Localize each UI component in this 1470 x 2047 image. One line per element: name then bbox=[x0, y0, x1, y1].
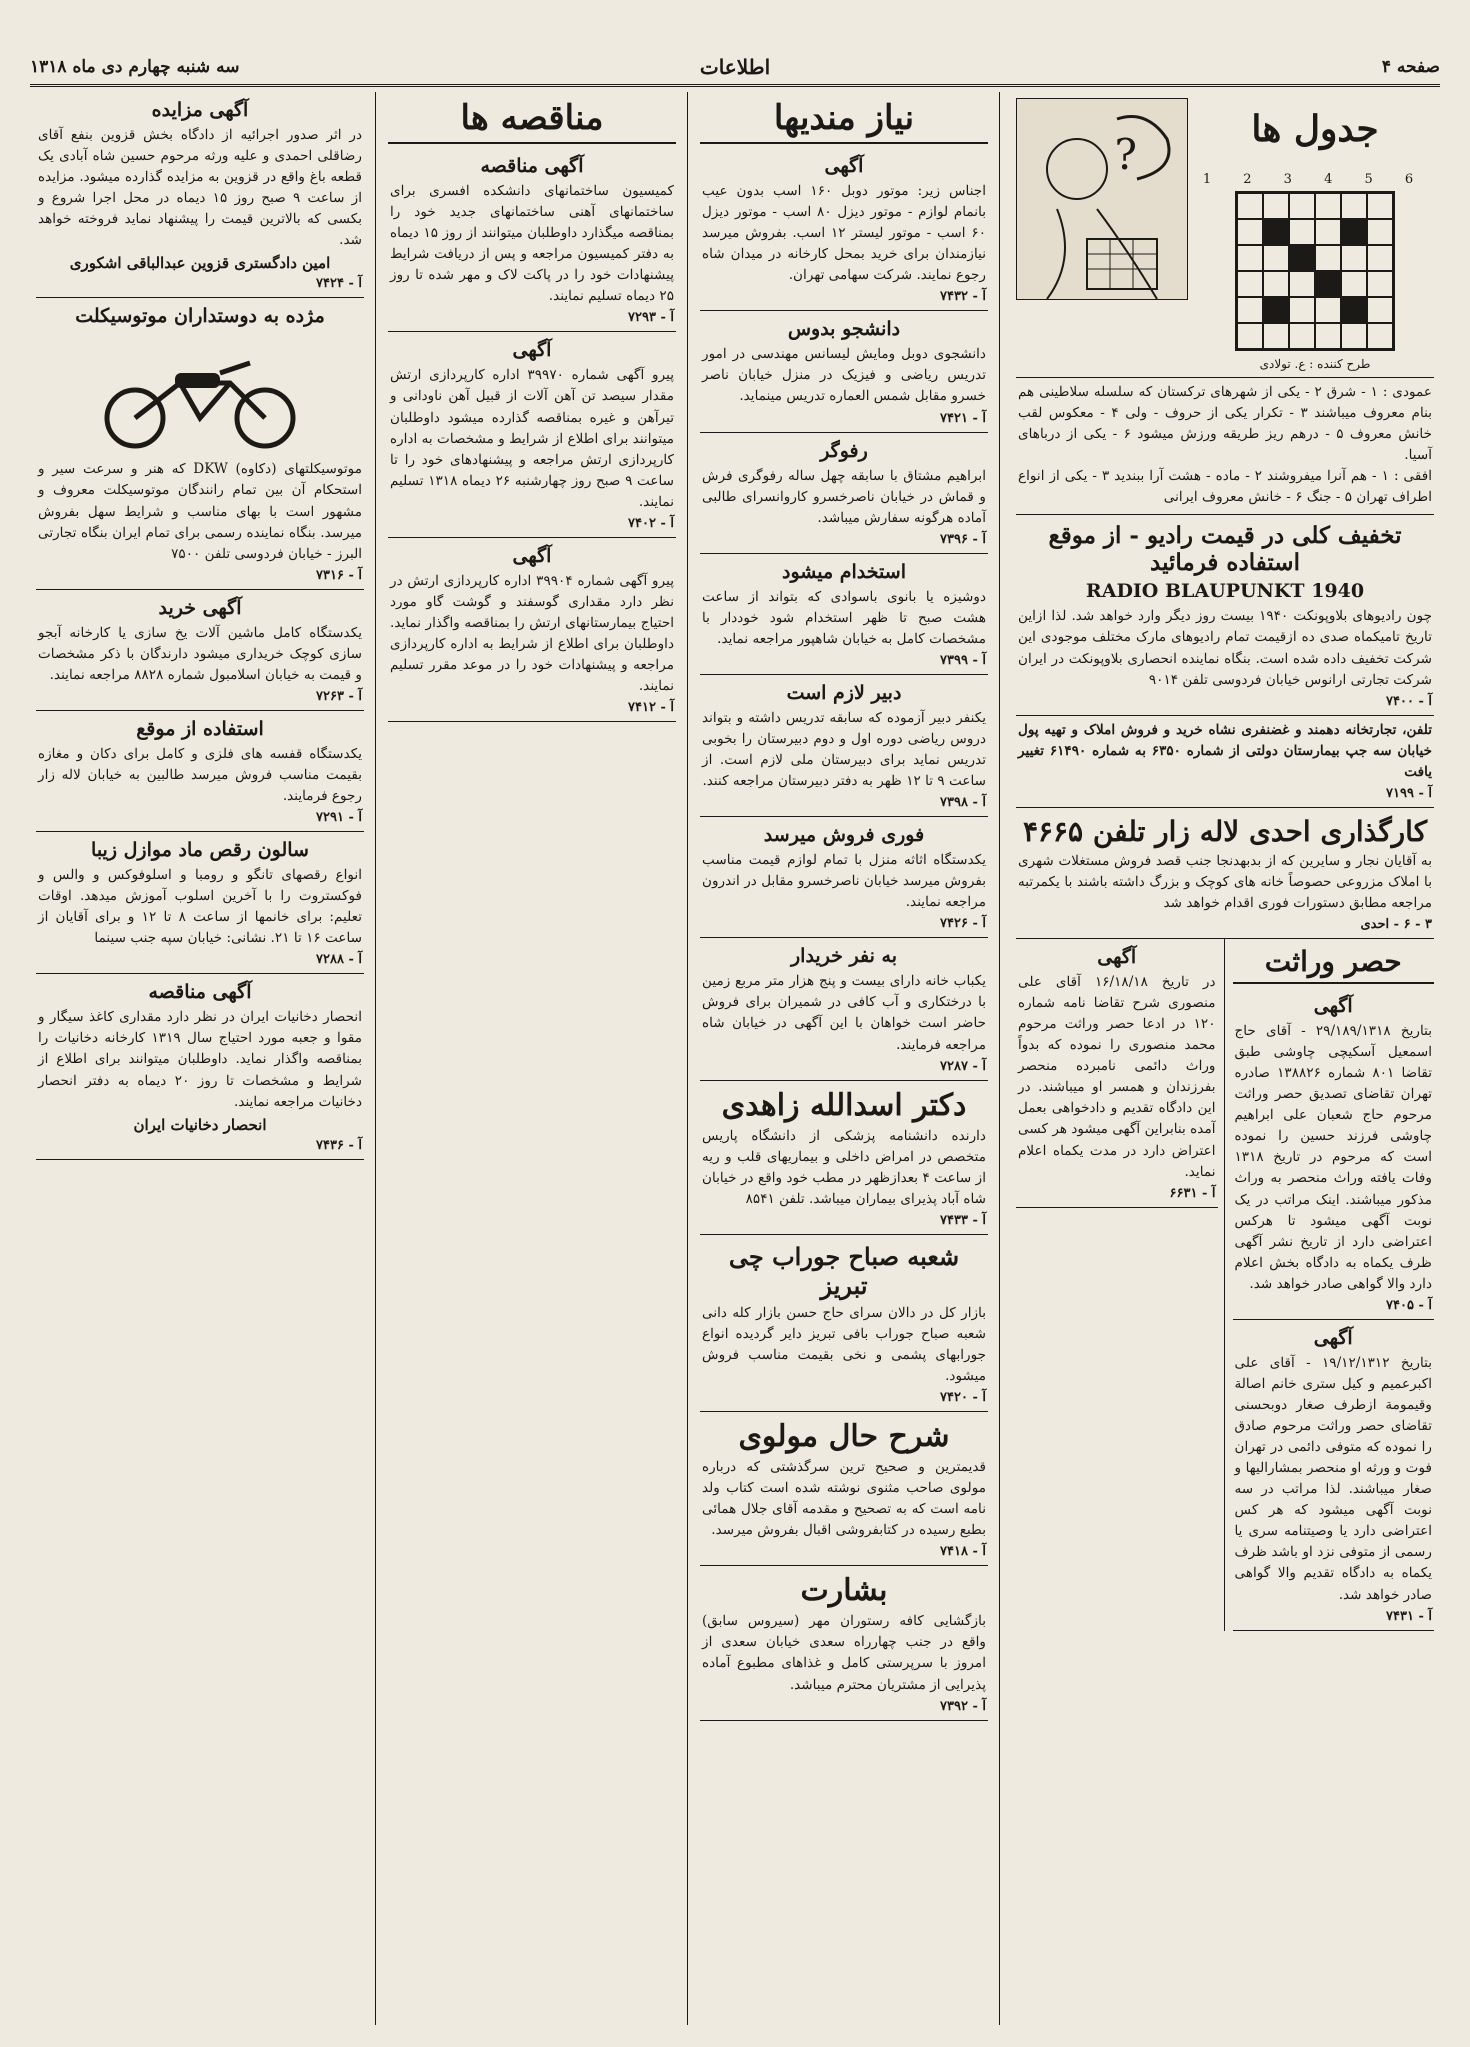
ad-item bbox=[700, 938, 988, 1080]
agency-ad bbox=[1016, 808, 1434, 939]
book-title: شرح حال مولوی bbox=[738, 1419, 950, 1455]
ad-title: سالون رقص ماد موازل زیبا bbox=[91, 839, 309, 862]
tender-ads bbox=[388, 148, 676, 722]
doctor-title: دکتر اسدالله زاهدی bbox=[721, 1087, 967, 1123]
ad-ref: آ - ۷۴۱۲ bbox=[628, 700, 674, 716]
auction-ads bbox=[36, 92, 364, 1160]
ad-body: در اثر صدور اجرائیه از دادگاه بخش قزوین بنفع آقای رضاقلی احمدی و علیه ورثه مرحوم حسین شاه آبادی یک قطعه باغ واقع در قزوین به مزایده گذارده میشود. مزایده از ساعت ۹ صبح روز ۱۵ دیماه در محل اجرا شروع و بکسی که بالاترین قیمت را پیشنهاد نماید فروخته خواهد شد. bbox=[38, 127, 362, 249]
column-auctions bbox=[30, 92, 370, 2025]
column-tenders bbox=[382, 92, 682, 2025]
ad-body: دانشجوی دوبل ومایش لیسانس مهندسی در امور تدریس ریاضی و فیزیک در منزل خیابان ناصر خسرو مقابل شمس العماره تدریس مینماید. bbox=[702, 346, 986, 405]
ad-item bbox=[700, 148, 988, 311]
ad-ref: آ - ۷۴۲۶ bbox=[940, 916, 986, 932]
ad-item bbox=[700, 817, 988, 938]
ad-body: موتوسیکلتهای (دکاوه) DKW که هنر و سرعت سیر و استحکام آن بین تمام رانندگان موتوسیکلت معروف و مشهور است با بهای مناسب و شرایط سهل بفروش میرسد. بنگاه نماینده رسمی برای تمام ایران بنگاه تجارتی البرز - خیابان فردوسی تلفن ۷۵۰۰ bbox=[38, 461, 362, 562]
horizontal-clues: افقی : ۱ - هم آنرا میفروشند ۲ - ماده - هشت آرا ببندید ۳ - یکی از انواع اطراف تهران ۵ - جنگ ۶ - خانش معروف ایرانی bbox=[1018, 468, 1432, 506]
crossword-grid bbox=[1235, 191, 1395, 351]
ad-ref: آ - ۷۴۲۱ bbox=[940, 410, 986, 426]
ad-body: یکدستگاه کامل ماشین آلات یخ سازی یا کارخانه آبجو سازی کوچک خریداری میشود دارندگان با ذکر مشخصات و قیمت به خیابان اسلامبول شماره ۸۸۲۸ مراجعه نمایند. bbox=[38, 624, 362, 683]
ad-ref: آ - ۷۳۹۹ bbox=[940, 652, 986, 668]
phone-change-body: تلفن، تجارتخانه دهمند و غضنفری نشاه خرید و فروش املاک و تهیه پول خیابان سه جپ بیمارستان دولتی از شماره ۶۳۵۰ به شماره ۶۱۴۹۰ تغییر یافت bbox=[1018, 721, 1432, 780]
crossword-illustration-icon bbox=[1016, 98, 1188, 300]
ad-ref: آ - ۷۴۲۴ bbox=[316, 276, 362, 292]
crossword-author: طرح کننده : ع. تولادی bbox=[1259, 357, 1371, 371]
column-divider bbox=[375, 92, 376, 2025]
svg-text:?: ? bbox=[1114, 130, 1137, 179]
needs-section-title: نیاز مندیها bbox=[700, 98, 988, 144]
ad-title: آگهی خرید bbox=[158, 596, 242, 619]
ad-body: پیرو آگهی شماره ۳۹۹۰۴ اداره کارپردازی ارتش در نظر دارد مقداری گوسفند و گوشت گاو مورد احتیاج بیمارستانهای ارتش را بمناقصه واگذار نماید. داوطلبان برای اطلاع از شرایط به اداره کارپردازی مراجعه و پیشنهادات خود را در موعد مقرر تسلیم نمایند. bbox=[390, 572, 674, 695]
ad-item bbox=[700, 433, 988, 554]
ad-signature: انحصار دخانیات ایران bbox=[133, 1115, 267, 1134]
heirs-section bbox=[1016, 939, 1434, 1631]
ad-title: آگهی مناقصه bbox=[148, 981, 252, 1004]
ad-item bbox=[388, 332, 676, 537]
vertical-clues: عمودی : ۱ - شرق ۲ - یکی از شهرهای ترکستان که سلسله سلاطینی هم بنام معروف میباشند ۳ - تکرار یکی از حروف - ولی ۴ - معکوس لقب خانش معروف ۵ - درهم ریز طریقه ورزش میشود ۶ - یکی از درباهای آسیا. bbox=[1018, 384, 1432, 464]
ad-title: آگهی مناقصه bbox=[480, 155, 584, 177]
ad-title: آگهی bbox=[512, 339, 552, 362]
doctor-ad: دکتر اسدالله زاهدی دارنده دانشنامه پزشکی از دانشگاه پاریس متخصص در امراض داخلی و بیماریهای قلب و ریه از ساعت ۴ بعدازظهر در مطب خود واقع در خیابان شاه آباد پذیرای بیماران میباشد. تلفن ۸۵۴۱ آ - ۷۴۳۳ bbox=[700, 1081, 988, 1235]
crossword-section bbox=[1016, 92, 1434, 378]
radio-ad-title: تخفیف کلی در قیمت رادیو - از موقع استفاده فرمائید bbox=[1048, 522, 1402, 577]
column-crossword-heirs bbox=[1010, 92, 1440, 2025]
newspaper-name: اطلاعات bbox=[699, 55, 771, 79]
crossword-clues bbox=[1016, 378, 1434, 515]
column-needs bbox=[694, 92, 994, 2025]
ad-item bbox=[700, 311, 988, 432]
ad-item bbox=[36, 92, 364, 298]
radio-ad-body: چون رادیوهای بلاوپونکت ۱۹۴۰ بیست روز دیگر وارد خواهد شد. لذا ازاین تاریخ تامیکماه صدی ده ازقیمت تمام رادیوهای مارک مختلف موجودی این شرکت تخفیف داده شده است. بنگاه نماینده انحصاری بلاوپونکت در ایران شرکت تجارتی ارانوس خیابان فردوسی تلفن ۹۰۱۴ bbox=[1018, 608, 1432, 688]
agency-body: به آقایان نجار و سایرین که از بدبهدنجا جنب قصد فروش مستغلات شهری با املاک مزروعی حصوصاً خانه های کوچک و بزرگ داشته باشند با یکمرتبه مراجعه مطابق دستورات فوری اقدام خواهد شد bbox=[1018, 852, 1432, 911]
ad-body: یکدستگاه قفسه های فلزی و کامل برای دکان و مغازه بقیمت مناسب فروش میرسد طالبین به خیابان لاله زار رجوع فرمایند. bbox=[38, 745, 362, 804]
ad-title: استخدام میشود bbox=[782, 560, 906, 583]
page-number: صفحه ۴ bbox=[1381, 57, 1440, 77]
radio-brand: RADIO BLAUPUNKT 1940 bbox=[1085, 580, 1365, 603]
heirs-ad-1: آگهی بتاریخ ۲۹/۱۸۹/۱۳۱۸ - آقای حاج اسمعیل آسکیچی چاوشی طبق تقاضا ۸۰۱ شماره ۱۳۸۸۲۶ صادره تهران تقاضای تصدیق حصر وراثت مرحوم حاج شعبان علی ابراهیم چاوشی فرزند حسین را نموده است که مرحوم در تاریخ ۱۳۱۸ وفات یافته وراث منحصر به وراث مذکور میباشند. اینک مراتب در یک نوبت آگهی میشود تا هرکس اعتراضی دارد از تاریخ نشر آگهی ظرف یکماه به دادگاه بخش اعلام دارد والا گواهی صادر خواهد شد. آ - ۷۴۰۵ bbox=[1233, 988, 1435, 1320]
ad-item bbox=[36, 590, 364, 711]
ad-signature: امین دادگستری قزوین عبدالباقی اشکوری bbox=[69, 254, 331, 273]
heirs-title: حصر وراثت bbox=[1233, 945, 1435, 984]
ad-title: دانشجو بدوس bbox=[787, 318, 901, 341]
heirs-ad-2: آگهی بتاریخ ۱۹/۱۲/۱۳۱۲ - آقای علی اکبرعمیم و کیل ستری خانم اصالة وقیمومة ازطرف صغار دوبحسنی تقاضای حصر وراثت مرحوم صادق را نموده که متوفی دائمی در تهران فوت و ورثه او منحصر بمشارالیها و صغار میباشند. لذا مراتب در سه نوبت آگهی میشود که هر کس اعتراضی دارد یا وصیتنامه سری یا رسمی از متوفی نزد او باشد ظرف یکماه به دادگاه تقدیم والا گواهی صادر خواهد شد. آ - ۷۴۳۱ bbox=[1233, 1320, 1435, 1631]
book-ad: شرح حال مولوی قدیمترین و صحیح ترین سرگذشتی که درباره مولوی صاحب مثنوی نوشته شده است کتاب ولد نامه است که به تصحیح و مقدمه آقای جلال همائی بطبع رسیده در کتابفروشی اقبال بفروش میرسد. آ - ۷۴۱۸ bbox=[700, 1412, 988, 1566]
heirs-ad-3: آگهی در تاریخ ۱۶/۱۸/۱۸ آقای علی منصوری شرح تقاضا نامه شماره ۱۲۰ در ادعا حصر وراثت مرحوم محمد منصوری را نموده که بدواً وراث دائمی نامبرده منحصر بفرزندان و همسر او میباشند. در این دادگاه تقدیم و دادخواهی بعمل آمده بنابراین آگهی میشود هر کسی اعتراض دارد در مدت یکماه اعلام نماید. آ - ۶۶۳۱ bbox=[1016, 939, 1218, 1208]
radio-ad-ref: آ - ۷۴۰۰ bbox=[1386, 693, 1432, 709]
ad-body: یکدستگاه اثاثه منزل با تمام لوازم قیمت مناسب بفروش میرسد خیابان ناصرخسرو مقابل در اندرون مراجعه نمایند. bbox=[702, 852, 986, 911]
tenders-section-title: مناقصه ها bbox=[388, 98, 676, 144]
phone-change-ref: آ - ۷۱۹۹ bbox=[1386, 785, 1432, 801]
ad-item bbox=[36, 974, 364, 1159]
ad-title: دبیر لازم است bbox=[786, 681, 902, 704]
ad-ref: آ - ۷۲۹۳ bbox=[628, 310, 674, 326]
good-news-title: بشارت bbox=[800, 1573, 888, 1609]
ad-ref: آ - ۷۳۹۶ bbox=[940, 531, 986, 547]
ad-title: آگهی مزایده bbox=[151, 99, 249, 121]
ad-item bbox=[36, 711, 364, 832]
agency-title: کارگذاری احدی لاله زار تلفن ۴۶۶۵ bbox=[1022, 814, 1428, 848]
ad-item bbox=[388, 148, 676, 332]
ad-body: پیرو آگهی شماره ۳۹۹۷۰ اداره کارپردازی ارتش مقدار سیصد تن آهن آلات از قبیل آهن ناودانی و تیرآهن و غیره بمناقصه گذارده میشود داوطلبان میتوانند برای اطلاع از شرایط و مشخصات به اداره کارپردازی ارتش مراجعه و پیشنهادهای خود را تا ساعت ۹ صبح روز چهارشنبه ۲۶ دیماه ۱۳۱۸ تسلیم نمایند. bbox=[390, 367, 675, 510]
column-divider bbox=[999, 92, 1000, 2025]
grid-column-numbers: 1 2 3 4 5 6 bbox=[1202, 172, 1428, 187]
ad-ref: آ - ۷۳۹۸ bbox=[940, 795, 986, 811]
ad-title: استفاده از موقع bbox=[136, 717, 264, 740]
ad-body: انحصار دخانیات ایران در نظر دارد مقداری کاغذ سیگار و مقوا و جعبه مورد احتیاج سال ۱۳۱۹ کارخانه دخانیات را بمناقصه واگذار نماید. داوطلبان میتوانند برای اطلاع از شرایط و مشخصات تا روز ۲۰ دیماه به دفتر انحصار دخانیات مراجعه نمایند. bbox=[38, 1009, 362, 1110]
branch-ad: شعبه صباح جوراب چی تبریز بازار کل در دالان سرای حاج حسن بازار کله دانی شعبه صباح جوراب بافی تبریز دایر گردیده انواع جورابهای پشمی و نخی بقیمت مناسب فروش میشود. آ - ۷۴۲۰ bbox=[700, 1235, 988, 1412]
crossword-title: جدول ها bbox=[1251, 108, 1379, 150]
ad-body: یکباب خانه دارای بیست و پنج هزار متر مربع زمین با درختکاری و آب کافی در شمیران برای فروش حاضر است خواهان با این آگهی در خیابان شاه مراجعه فرمایند. bbox=[702, 973, 986, 1053]
agency-ref: ۳ - ۶ - احدی bbox=[1360, 917, 1432, 932]
ad-item bbox=[388, 538, 676, 722]
ad-ref: آ - ۷۳۱۶ bbox=[316, 567, 362, 583]
ad-body: اجناس زیر: موتور دوبل ۱۶۰ اسب بدون عیب بانمام لوازم - موتور دیزل ۸۰ اسب - موتور دیزل ۶۰ اسب - موتور لیستر ۱۲ اسب. بفروش میرسد نیازمندان برای خرید بمحل کارخانه در میدان شاه رجوع نمایند. شرکت سهامی تهران. bbox=[702, 183, 986, 284]
ad-ref: آ - ۷۴۳۶ bbox=[316, 1137, 362, 1153]
issue-date: سه شنبه چهارم دی ماه ۱۳۱۸ bbox=[30, 57, 240, 77]
ad-ref: آ - ۷۲۹۱ bbox=[316, 810, 362, 826]
ad-item bbox=[700, 554, 988, 675]
ad-ref: آ - ۷۴۳۲ bbox=[940, 289, 986, 305]
ad-title: آگهی bbox=[824, 155, 864, 177]
ad-ref: آ - ۷۲۶۳ bbox=[316, 688, 362, 704]
radio-ad bbox=[1016, 515, 1434, 715]
ad-title: رفوگر bbox=[820, 439, 868, 462]
ad-title: فوری فروش میرسد bbox=[763, 824, 925, 847]
branch-title: شعبه صباح جوراب چی تبریز bbox=[728, 1241, 960, 1300]
ad-title: به نفر خریدار bbox=[790, 945, 898, 968]
ad-item bbox=[36, 298, 364, 589]
needs-ads bbox=[700, 148, 988, 1081]
ad-ref: آ - ۷۲۸۷ bbox=[940, 1058, 986, 1074]
ad-title: آگهی bbox=[512, 544, 552, 567]
page-header bbox=[30, 50, 1440, 87]
ad-body: دوشیزه یا بانوی باسوادی که بتواند از ساعت هشت صبح تا ظهر استخدام شود خوددار با مشخصات کامل به خیابان شاهپور مراجعه نماید. bbox=[702, 588, 986, 647]
phone-change-ad bbox=[1016, 716, 1434, 808]
ad-body: کمیسیون ساختمانهای دانشکده افسری برای ساختمانهای آهنی ساختمانهای جدید خود را بمناقصه میگذارد داوطلبان میتوانند از روز ۱۵ دیماه به دفتر کمیسیون مراجعه و پس از دریافت شرایط پیشنهادات خود را در پاکت لاک و مهر شده تا روز ۲۵ دیماه تسلیم نمایند. bbox=[390, 183, 675, 305]
ad-item bbox=[36, 832, 364, 974]
motorcycle-icon bbox=[90, 333, 310, 453]
ad-body: ابراهیم مشتاق با سابقه چهل ساله رفوگری فرش و قماش در خیابان ناصرخسرو کاروانسرای طالبی آماده هرگونه سفارش میباشد. bbox=[702, 467, 986, 526]
ad-body: انواع رقصهای تانگو و رومبا و اسلوفوکس و والس و فوکستروت را با آخرین اسلوب آموزش میدهد. اوقات تعلیم: برای خانمها از ساعت ۸ تا ۱۲ و برای آقایان از ساعت ۱۶ تا ۲۱. نشانی: خیابان سپه جنب سینما bbox=[38, 867, 362, 947]
ad-ref: آ - ۷۲۸۸ bbox=[316, 952, 362, 968]
ad-body: یکنفر دبیر آزموده که سابقه تدریس داشته و بتواند دروس ریاضی دوره اول و دوم دبیرستان را بخوبی تدریس نماید برای دبیرستان ملی لازم است. از ساعت ۹ تا ۱۲ ظهر به دفتر دبیرستان مراجعه کنند. bbox=[702, 709, 986, 790]
ad-ref: آ - ۷۴۰۲ bbox=[628, 515, 674, 531]
ad-title: مژده به دوستداران موتوسیکلت bbox=[75, 305, 325, 328]
good-news-ad: بشارت بازگشایی کافه رستوران مهر (سیروس سابق) واقع در جنب چهارراه سعدی خیابان سعدی از امروز با سرپرستی کامل و غذاهای مطبوع آماده پذیرایی از مشتریان محترم میباشد. آ - ۷۳۹۲ bbox=[700, 1566, 988, 1720]
ad-item bbox=[700, 675, 988, 817]
column-divider bbox=[687, 92, 688, 2025]
